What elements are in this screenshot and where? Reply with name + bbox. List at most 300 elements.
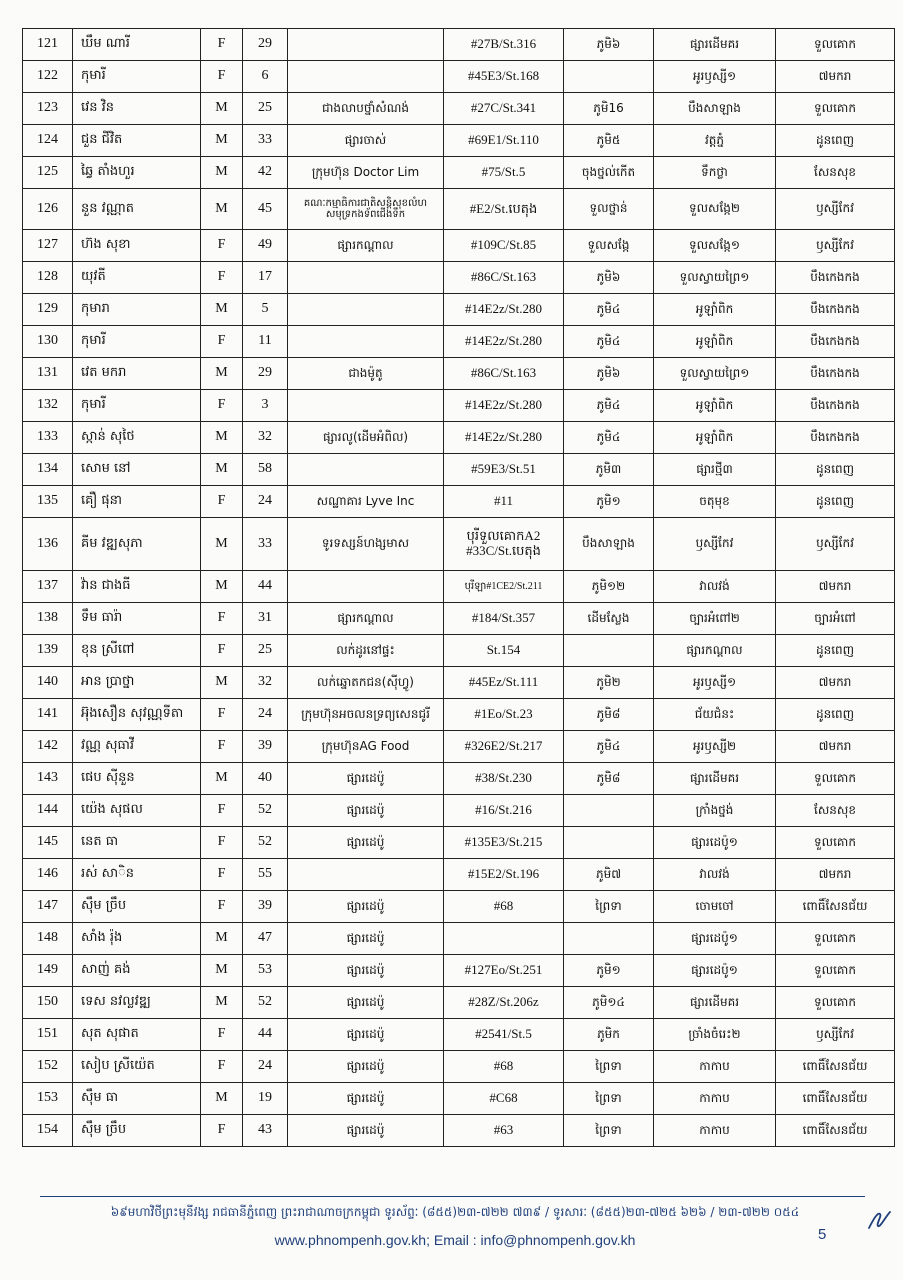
cell-address: #68	[444, 1051, 564, 1083]
cell-occupation: ផ្សារដេប៉ូ	[288, 1019, 444, 1051]
table-row	[23, 1083, 895, 1115]
cell-occupation: ផ្សារដេប៉ូ	[288, 827, 444, 859]
cell-row-number: 135	[23, 486, 73, 518]
table-row	[23, 1115, 895, 1147]
cell-khan: ឫស្សីកែវ	[776, 189, 895, 230]
cell-person-name: វ៉ាន ជាងធី	[73, 571, 201, 603]
cell-sex: M	[201, 1083, 243, 1115]
cell-village: ភូមិ៦	[564, 29, 654, 61]
cell-village: ភូមិ៨	[564, 763, 654, 795]
cell-khan: ៧មករា	[776, 667, 895, 699]
cell-sex: F	[201, 699, 243, 731]
cell-sex: F	[201, 29, 243, 61]
cell-khan: ៧មករា	[776, 731, 895, 763]
cell-village: ភូមិ៣	[564, 454, 654, 486]
cell-village: ព្រៃទា	[564, 891, 654, 923]
cell-age: 49	[243, 230, 288, 262]
cell-village: ភូមិក	[564, 1019, 654, 1051]
cell-occupation: ផ្សារដេប៉ូ	[288, 1083, 444, 1115]
table-row	[23, 987, 895, 1019]
cell-khan: ទួលគោក	[776, 29, 895, 61]
cell-address: #27B/St.316	[444, 29, 564, 61]
cell-khan: ពោធិ៍សែនជ័យ	[776, 1051, 895, 1083]
cell-sangkat: ទួលសង្កែ១	[654, 230, 776, 262]
table-row	[23, 667, 895, 699]
cell-sex: M	[201, 294, 243, 326]
cell-address: #86C/St.163	[444, 358, 564, 390]
cell-sex: F	[201, 390, 243, 422]
cell-address: #184/St.357	[444, 603, 564, 635]
table-row	[23, 358, 895, 390]
cell-khan: ដូនពេញ	[776, 635, 895, 667]
cell-age: 24	[243, 1051, 288, 1083]
cell-village: ភូមិ៥	[564, 125, 654, 157]
cell-khan: ៧មករា	[776, 859, 895, 891]
cell-person-name: នេត ធា	[73, 827, 201, 859]
cell-khan: ឫស្សីកែវ	[776, 518, 895, 571]
cell-person-name: កុមារី	[73, 326, 201, 358]
cell-sangkat: ផ្សារដេប៉ូ១	[654, 827, 776, 859]
cell-sex: F	[201, 635, 243, 667]
cell-khan: បឹងកេងកង	[776, 422, 895, 454]
table-row	[23, 923, 895, 955]
cell-sangkat: កាកាប	[654, 1083, 776, 1115]
cell-sangkat: បឹងសាឡាង	[654, 93, 776, 125]
table-row	[23, 635, 895, 667]
cell-address	[444, 923, 564, 955]
cell-address: #E2/St.បេតុង	[444, 189, 564, 230]
cell-address: #127Eo/St.251	[444, 955, 564, 987]
cell-age: 32	[243, 422, 288, 454]
cell-age: 40	[243, 763, 288, 795]
cell-occupation: ផ្សារដេប៉ូ	[288, 987, 444, 1019]
cell-row-number: 153	[23, 1083, 73, 1115]
cell-person-name: ស៊ឹម ធា	[73, 1083, 201, 1115]
cell-khan: ឫស្សីកែវ	[776, 1019, 895, 1051]
cell-row-number: 147	[23, 891, 73, 923]
cell-sex: M	[201, 667, 243, 699]
cell-row-number: 131	[23, 358, 73, 390]
cell-occupation: ជាងម៉ូតូ	[288, 358, 444, 390]
table-row	[23, 1051, 895, 1083]
cell-sangkat: វាលវង់	[654, 571, 776, 603]
cell-row-number: 144	[23, 795, 73, 827]
roster-table	[22, 28, 895, 1147]
cell-person-name: គឿ ផុនា	[73, 486, 201, 518]
cell-khan: បឹងកេងកង	[776, 358, 895, 390]
cell-row-number: 136	[23, 518, 73, 571]
cell-person-name: សោម នៅ	[73, 454, 201, 486]
cell-sex: M	[201, 518, 243, 571]
cell-village: ព្រៃទា	[564, 1083, 654, 1115]
cell-sex: M	[201, 571, 243, 603]
cell-occupation: សណ្ឋាគារ Lyve Inc	[288, 486, 444, 518]
cell-village: ភូមិ១	[564, 955, 654, 987]
cell-person-name: នួន វណ្ណាត	[73, 189, 201, 230]
cell-address: បុរីឡា#1CE2/St.211	[444, 571, 564, 603]
table-row	[23, 230, 895, 262]
cell-occupation: ផ្សារលូ(ដើមអំពិល)	[288, 422, 444, 454]
cell-sangkat: ផ្សារដើមគរ	[654, 763, 776, 795]
cell-age: 29	[243, 358, 288, 390]
cell-person-name: សុត សុផាត	[73, 1019, 201, 1051]
cell-sangkat: អូរឫស្សី១	[654, 61, 776, 93]
cell-sex: M	[201, 157, 243, 189]
cell-row-number: 124	[23, 125, 73, 157]
cell-row-number: 127	[23, 230, 73, 262]
cell-village: ចុងថ្នល់កើត	[564, 157, 654, 189]
cell-address: #69E1/St.110	[444, 125, 564, 157]
cell-person-name: យ៉េង សុផល	[73, 795, 201, 827]
cell-sex: F	[201, 827, 243, 859]
page-number: 5	[818, 1226, 827, 1243]
cell-age: 43	[243, 1115, 288, 1147]
cell-khan: ដូនពេញ	[776, 454, 895, 486]
cell-age: 39	[243, 731, 288, 763]
cell-occupation	[288, 326, 444, 358]
cell-age: 39	[243, 891, 288, 923]
cell-sangkat: ក្រាំងថ្នង់	[654, 795, 776, 827]
cell-row-number: 132	[23, 390, 73, 422]
cell-sex: F	[201, 486, 243, 518]
cell-occupation: ក្រុមហ៊ុន Doctor Lim	[288, 157, 444, 189]
roster-body	[23, 29, 895, 1147]
cell-person-name: ទេស នវល្លវឌ្ឍ	[73, 987, 201, 1019]
cell-khan: ពោធិ៍សែនជ័យ	[776, 891, 895, 923]
cell-age: 19	[243, 1083, 288, 1115]
cell-village: ភូមិ៤	[564, 326, 654, 358]
table-row	[23, 859, 895, 891]
cell-sangkat: អូឡាំពិក	[654, 390, 776, 422]
cell-khan: ឫស្សីកែវ	[776, 230, 895, 262]
cell-khan: ដូនពេញ	[776, 125, 895, 157]
cell-sangkat: ជ័យជំនះ	[654, 699, 776, 731]
cell-sex: M	[201, 189, 243, 230]
cell-village: ភូមិ៤	[564, 422, 654, 454]
cell-khan: សែនសុខ	[776, 157, 895, 189]
cell-occupation: ផ្សារកណ្ដាល	[288, 603, 444, 635]
cell-age: 25	[243, 93, 288, 125]
cell-address: #135E3/St.215	[444, 827, 564, 859]
cell-occupation: ក្រុមហ៊ុនAG Food	[288, 731, 444, 763]
cell-address: #45Ez/St.111	[444, 667, 564, 699]
cell-sangkat: ទួលស្វាយព្រៃ១	[654, 262, 776, 294]
cell-sangkat: អូឡាំពិក	[654, 422, 776, 454]
cell-address: #109C/St.85	[444, 230, 564, 262]
cell-row-number: 130	[23, 326, 73, 358]
cell-sangkat: ច្រាំងចំរេះ២	[654, 1019, 776, 1051]
cell-village	[564, 827, 654, 859]
cell-village: ដើមស្លែង	[564, 603, 654, 635]
cell-khan: ទួលគោក	[776, 827, 895, 859]
cell-sangkat: អូឡាំពិក	[654, 294, 776, 326]
cell-khan: ទួលគោក	[776, 987, 895, 1019]
cell-age: 45	[243, 189, 288, 230]
cell-occupation: លក់ឆ្នោតកជន(ស៊ីហ្វូ)	[288, 667, 444, 699]
cell-village: ភូមិ១២	[564, 571, 654, 603]
cell-sangkat: ផ្សារដើមគរ	[654, 29, 776, 61]
table-row	[23, 486, 895, 518]
cell-occupation	[288, 454, 444, 486]
cell-khan: ៧មករា	[776, 61, 895, 93]
cell-row-number: 137	[23, 571, 73, 603]
table-row	[23, 955, 895, 987]
cell-person-name: ស្កាន់ សុថៃ	[73, 422, 201, 454]
cell-occupation: ផ្សារដេប៉ូ	[288, 923, 444, 955]
cell-khan: ពោធិ៍សែនជ័យ	[776, 1115, 895, 1147]
cell-age: 3	[243, 390, 288, 422]
cell-village: ទួលថ្នាន់	[564, 189, 654, 230]
cell-sex: F	[201, 795, 243, 827]
cell-occupation: ផ្សារកណ្ដាល	[288, 230, 444, 262]
cell-village: ភូមិ16	[564, 93, 654, 125]
cell-khan: ច្បារអំពៅ	[776, 603, 895, 635]
cell-row-number: 129	[23, 294, 73, 326]
table-row	[23, 891, 895, 923]
table-row	[23, 125, 895, 157]
cell-person-name: សាញ់ គង់	[73, 955, 201, 987]
cell-occupation: ផ្សារដេប៉ូ	[288, 955, 444, 987]
cell-sex: F	[201, 603, 243, 635]
cell-address: #14E2z/St.280	[444, 422, 564, 454]
cell-khan: បឹងកេងកង	[776, 262, 895, 294]
cell-khan: បឹងកេងកង	[776, 390, 895, 422]
cell-row-number: 145	[23, 827, 73, 859]
cell-person-name: សាំង រ៉ុង	[73, 923, 201, 955]
cell-row-number: 139	[23, 635, 73, 667]
cell-age: 33	[243, 518, 288, 571]
cell-sex: M	[201, 125, 243, 157]
cell-sangkat: ច្បារអំពៅ២	[654, 603, 776, 635]
cell-person-name: ស៊ឹម ច្រឹប	[73, 1115, 201, 1147]
cell-person-name: ឆ្វៃ តាំងហួរ	[73, 157, 201, 189]
cell-sangkat: ទួលស្វាយព្រៃ១	[654, 358, 776, 390]
cell-sangkat: អូរឫស្សី១	[654, 667, 776, 699]
table-row	[23, 603, 895, 635]
cell-person-name: កុមារី	[73, 390, 201, 422]
cell-person-name: អ៊ុងសឿន សុវណ្ណទីតា	[73, 699, 201, 731]
cell-khan: ពោធិ៍សែនជ័យ	[776, 1083, 895, 1115]
cell-address: #63	[444, 1115, 564, 1147]
cell-sex: F	[201, 262, 243, 294]
cell-address: #45E3/St.168	[444, 61, 564, 93]
cell-row-number: 149	[23, 955, 73, 987]
cell-address: #28Z/St.206z	[444, 987, 564, 1019]
cell-khan: ដូនពេញ	[776, 699, 895, 731]
cell-person-name: ខុន ស្រីពៅ	[73, 635, 201, 667]
cell-address: #14E2z/St.280	[444, 390, 564, 422]
cell-village: ព្រៃទា	[564, 1051, 654, 1083]
cell-village: ភូមិ១៤	[564, 987, 654, 1019]
cell-row-number: 143	[23, 763, 73, 795]
cell-occupation	[288, 61, 444, 93]
cell-person-name: កុមារា	[73, 294, 201, 326]
table-row	[23, 93, 895, 125]
cell-sex: F	[201, 230, 243, 262]
cell-person-name: សៀប ស្រីយ៉េត	[73, 1051, 201, 1083]
cell-village: ភូមិ៦	[564, 262, 654, 294]
cell-age: 55	[243, 859, 288, 891]
signature-mark-icon	[866, 1208, 892, 1232]
cell-person-name: វណ្ណ សុធាវី	[73, 731, 201, 763]
cell-age: 42	[243, 157, 288, 189]
cell-occupation: គណៈកម្មាធិការជាតិសន្តិសុខលំហសមុទ្រកងទ័ពជើងទឹក	[288, 189, 444, 230]
cell-address: St.154	[444, 635, 564, 667]
cell-address: បុរីទួលគោកA2 #33C/St.បេតុង	[444, 518, 564, 571]
cell-sex: M	[201, 454, 243, 486]
cell-sex: F	[201, 1115, 243, 1147]
cell-sex: M	[201, 923, 243, 955]
table-row	[23, 699, 895, 731]
cell-row-number: 148	[23, 923, 73, 955]
table-row	[23, 262, 895, 294]
cell-khan: ទួលគោក	[776, 93, 895, 125]
table-row	[23, 422, 895, 454]
cell-khan: បឹងកេងកង	[776, 294, 895, 326]
footer-address: ៦៩មហាវិថីព្រះមុនីវង្ស រាជធានីភ្នំពេញ ព្រះរាជាណាចក្រកម្ពុជា ទូរស័ព្ទៈ (៨៥៥)២៣-៧២២ ៧៣៩ / ទូរសារៈ (៨៥៥)២៣-៧២៥ ៦២៦ / ២៣-៧២២ ០៥៤	[110, 1205, 800, 1219]
cell-khan: ៧មករា	[776, 571, 895, 603]
cell-occupation	[288, 390, 444, 422]
cell-age: 31	[243, 603, 288, 635]
cell-sangkat: ផ្សារថ្មី៣	[654, 454, 776, 486]
table-row	[23, 294, 895, 326]
cell-address: #27C/St.341	[444, 93, 564, 125]
cell-village	[564, 635, 654, 667]
cell-person-name: ផេប ស៊ីនួន	[73, 763, 201, 795]
cell-sangkat: វត្តភ្នំ	[654, 125, 776, 157]
cell-khan: ទួលគោក	[776, 923, 895, 955]
cell-address: #38/St.230	[444, 763, 564, 795]
cell-row-number: 121	[23, 29, 73, 61]
cell-row-number: 138	[23, 603, 73, 635]
cell-age: 52	[243, 795, 288, 827]
cell-address: #1Eo/St.23	[444, 699, 564, 731]
cell-occupation	[288, 859, 444, 891]
cell-age: 47	[243, 923, 288, 955]
cell-address: #14E2z/St.280	[444, 294, 564, 326]
cell-sangkat: ទួលសង្កែ២	[654, 189, 776, 230]
table-row	[23, 61, 895, 93]
cell-occupation: ផ្សារចាស់	[288, 125, 444, 157]
cell-sangkat: ផ្សារដេប៉ូ១	[654, 923, 776, 955]
cell-age: 11	[243, 326, 288, 358]
cell-sangkat: ផ្សារដើមគរ	[654, 987, 776, 1019]
table-row	[23, 189, 895, 230]
table-row	[23, 795, 895, 827]
cell-khan: ដូនពេញ	[776, 486, 895, 518]
cell-age: 17	[243, 262, 288, 294]
cell-row-number: 151	[23, 1019, 73, 1051]
cell-sangkat: ចតុមុខ	[654, 486, 776, 518]
cell-row-number: 133	[23, 422, 73, 454]
cell-address: #86C/St.163	[444, 262, 564, 294]
cell-sangkat: វាលវង់	[654, 859, 776, 891]
cell-occupation	[288, 294, 444, 326]
cell-address: #14E2z/St.280	[444, 326, 564, 358]
cell-sex: F	[201, 731, 243, 763]
cell-person-name: ហ៊ង សុខា	[73, 230, 201, 262]
cell-sangkat: កាកាប	[654, 1115, 776, 1147]
cell-person-name: យុវតី	[73, 262, 201, 294]
cell-address: #59E3/St.51	[444, 454, 564, 486]
cell-village: បឹងសាឡាង	[564, 518, 654, 571]
cell-occupation: ផ្សារដេប៉ូ	[288, 1115, 444, 1147]
cell-row-number: 146	[23, 859, 73, 891]
cell-village: ភូមិ៨	[564, 699, 654, 731]
cell-sex: F	[201, 326, 243, 358]
cell-age: 24	[243, 486, 288, 518]
table-row	[23, 1019, 895, 1051]
cell-address: #68	[444, 891, 564, 923]
cell-occupation	[288, 571, 444, 603]
table-row	[23, 827, 895, 859]
cell-sex: F	[201, 1019, 243, 1051]
cell-age: 44	[243, 571, 288, 603]
cell-occupation: លក់ដូរនៅផ្ទះ	[288, 635, 444, 667]
table-row	[23, 29, 895, 61]
cell-sangkat: កាកាប	[654, 1051, 776, 1083]
cell-person-name: ស៊ឹម ច្រឹប	[73, 891, 201, 923]
cell-person-name: កុមារី	[73, 61, 201, 93]
cell-person-name: វេន វិន	[73, 93, 201, 125]
table-row	[23, 763, 895, 795]
cell-person-name: វេត មករា	[73, 358, 201, 390]
cell-sex: F	[201, 891, 243, 923]
cell-khan: សែនសុខ	[776, 795, 895, 827]
cell-sangkat: អូឡាំពិក	[654, 326, 776, 358]
cell-age: 32	[243, 667, 288, 699]
cell-occupation: ផ្សារដេប៉ូ	[288, 763, 444, 795]
cell-address: #16/St.216	[444, 795, 564, 827]
table-row	[23, 157, 895, 189]
cell-village: ភូមិ៦	[564, 358, 654, 390]
cell-occupation: ក្រុមហ៊ុនអចលនទ្រព្យសេនជូរី	[288, 699, 444, 731]
footer-contact: www.phnompenh.gov.kh; Email : info@phnompenh.gov.kh	[274, 1232, 636, 1248]
cell-row-number: 122	[23, 61, 73, 93]
cell-village	[564, 61, 654, 93]
cell-address: #C68	[444, 1083, 564, 1115]
cell-village: ភូមិ២	[564, 667, 654, 699]
cell-sex: M	[201, 358, 243, 390]
cell-person-name: រស់ សាិន	[73, 859, 201, 891]
cell-sex: M	[201, 93, 243, 125]
cell-sex: F	[201, 61, 243, 93]
cell-occupation: ផ្សារដេប៉ូ	[288, 1051, 444, 1083]
cell-address: #2541/St.5	[444, 1019, 564, 1051]
cell-occupation: ផ្សារដេប៉ូ	[288, 891, 444, 923]
cell-sangkat: ទឹកថ្លា	[654, 157, 776, 189]
cell-sex: M	[201, 987, 243, 1019]
table-row	[23, 518, 895, 571]
table-row	[23, 326, 895, 358]
cell-khan: ទួលគោក	[776, 955, 895, 987]
table-row	[23, 454, 895, 486]
cell-row-number: 154	[23, 1115, 73, 1147]
cell-person-name: ឃឹម ណារី	[73, 29, 201, 61]
table-row	[23, 571, 895, 603]
cell-age: 33	[243, 125, 288, 157]
cell-person-name: អាន ប្រាថ្នា	[73, 667, 201, 699]
cell-age: 24	[243, 699, 288, 731]
cell-address: #11	[444, 486, 564, 518]
cell-village: ភូមិ៤	[564, 390, 654, 422]
cell-person-name: ទឹម ធារ៉ា	[73, 603, 201, 635]
cell-sangkat: ឫស្សីកែវ	[654, 518, 776, 571]
cell-sex: M	[201, 763, 243, 795]
cell-row-number: 141	[23, 699, 73, 731]
cell-sex: M	[201, 422, 243, 454]
cell-village: ភូមិ៤	[564, 294, 654, 326]
